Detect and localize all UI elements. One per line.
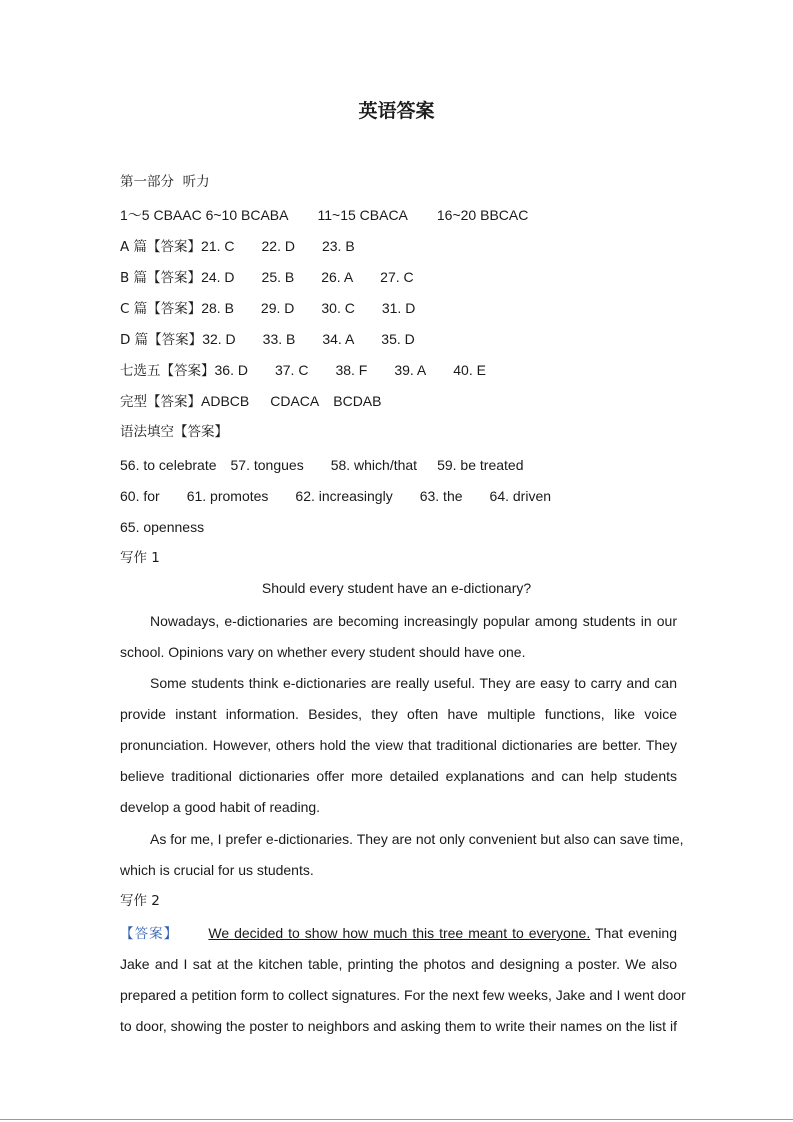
grammar-answer-64: 64. driven [489,488,552,504]
answer-21: 21. C [201,238,235,254]
reading-b-answers [120,268,414,287]
answer-40: 40. E [453,362,486,378]
grammar-row-1 [120,456,523,474]
writing1-heading: 写作 1 [120,550,160,566]
seven-choice-answers [120,361,486,380]
paragraph-line: which is crucial for us students. [120,862,314,878]
grammar-answer-65: 65. openness [120,519,205,535]
answer-39: 39. A [394,362,427,378]
answer-tag: 【答案】 [120,926,179,942]
essay-title: Should every student have an e-dictionary? [261,580,532,596]
writing2-heading: 写作 2 [120,893,160,909]
reading-b-prefix: B 篇【答案】 [120,270,202,286]
answer-31: 31. D [381,300,416,316]
answer-27: 27. C [380,269,414,285]
essay-paragraph-3 [120,830,684,892]
answer-38: 38. F [335,362,368,378]
listening-answers [120,206,528,224]
cloze-prefix: 完型【答案】 [120,394,201,410]
grammar-answer-58: 58. which/that [330,457,418,473]
essay-paragraph-1 [120,612,677,674]
paragraph-line: believe traditional dictionaries offer more detailed explanations and can help students [120,768,677,784]
listening-group-4: 16~20 BBCAC [436,207,529,223]
grammar-answer-61: 61. promotes [186,488,269,504]
essay-paragraph-2 [120,674,677,829]
writing2-paragraph [120,924,686,1048]
answer-28: 28. B [201,300,234,316]
answer-26: 26. A [321,269,354,285]
answer-23: 23. B [321,238,355,254]
reading-a-answers [120,237,355,256]
answer-35: 35. D [381,331,415,347]
cloze-answers [120,392,381,411]
part1-heading: 第一部分 听力 [120,174,210,190]
grammar-answer-60: 60. for [120,488,160,504]
paragraph-line: to door, showing the poster to neighbors and asking them to write their names on the list if [120,1018,677,1034]
grammar-answer-63: 63. the [419,488,463,504]
paragraph-line: Jake and I sat at the kitchen table, printing the photos and designing a poster. We also [120,956,677,972]
answer-22: 22. D [261,238,295,254]
answer-29: 29. D [260,300,295,316]
cloze-group-2: CDACA [270,393,320,409]
seven-choice-prefix: 七选五【答案】 [120,363,215,379]
paragraph-line: Some students think e-dictionaries are really useful. They are easy to carry and can [150,675,677,691]
answer-36: 36. D [214,362,248,378]
answer-32: 32. D [202,331,236,347]
reading-a-prefix: A 篇【答案】 [120,239,202,255]
paragraph-line: provide instant information. Besides, they often have multiple functions, like voice [120,706,677,722]
answer-33: 33. B [262,331,296,347]
answer-34: 34. A [322,331,355,347]
paragraph-first-line [120,924,677,955]
answer-37: 37. C [274,362,309,378]
grammar-heading: 语法填空【答案】 [120,424,228,440]
paragraph-line: Nowadays, e-dictionaries are becoming increasingly popular among students in our [150,613,677,629]
answer-30: 30. C [321,300,355,316]
grammar-row-3 [120,518,204,536]
grammar-answer-62: 62. increasingly [295,488,393,504]
reading-d-answers [120,330,415,349]
grammar-answer-57: 57. tongues [230,457,304,473]
cloze-group-1: ADBCB [201,393,250,409]
grammar-answer-56: 56. to celebrate [120,457,217,473]
paragraph-line: develop a good habit of reading. [120,799,321,815]
cloze-group-3: BCDAB [333,393,382,409]
reading-c-prefix: C 篇【答案】 [120,301,202,317]
given-sentence: We decided to show how much this tree meant to everyone. [208,925,591,941]
listening-group-2: 6~10 BCABA [205,207,289,223]
reading-d-prefix: D 篇【答案】 [120,332,203,348]
page-title: 英语答案 [358,100,435,122]
listening-group-1: 1～5 CBAAC [120,207,202,223]
paragraph-line: prepared a petition form to collect signatures. For the next few weeks, Jake and I went door [120,987,686,1003]
sentence-continuation: That evening [594,925,678,941]
grammar-answer-59: 59. be treated [437,457,524,473]
grammar-row-2 [120,487,551,505]
listening-group-3: 11~15 CBACA [317,207,408,223]
paragraph-line: pronunciation. However, others hold the view that traditional dictionaries are better. They [120,737,677,753]
reading-c-answers [120,299,415,318]
answer-24: 24. D [201,269,235,285]
page-bottom-rule [0,1119,793,1120]
paragraph-line: As for me, I prefer e-dictionaries. They are not only convenient but also can save time, [150,831,684,847]
paragraph-line: school. Opinions vary on whether every student should have one. [120,644,526,660]
answer-25: 25. B [261,269,295,285]
